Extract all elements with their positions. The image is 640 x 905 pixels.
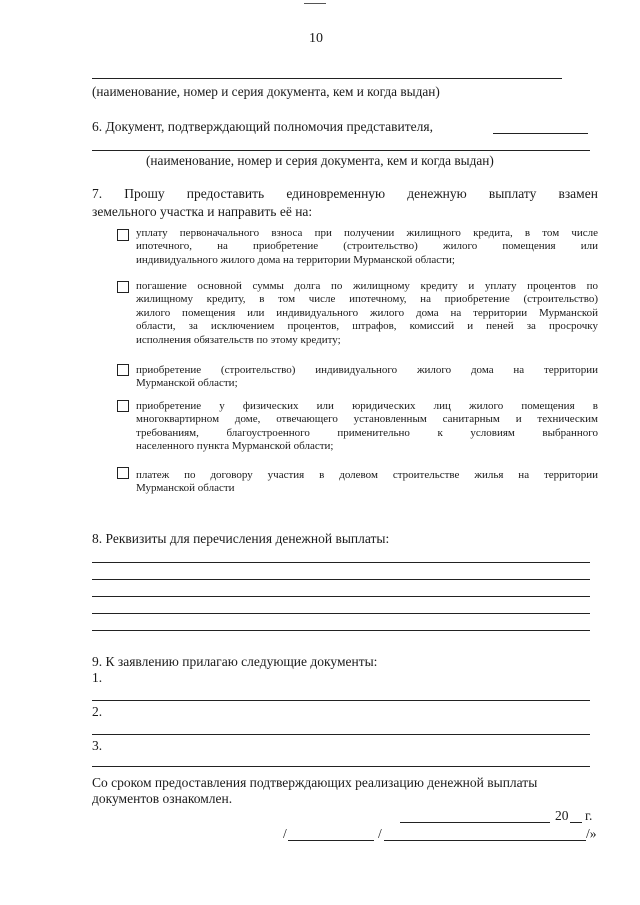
signature-line — [288, 840, 374, 841]
signature-end-mark: /» — [586, 826, 597, 841]
option-line: погашение основной суммы долга по жилищному кредиту и уплату процентов по — [136, 280, 598, 292]
option-line: населенного пункта Мурманской области; — [136, 440, 334, 453]
top-mark-line — [304, 3, 326, 4]
page-number: 10 — [309, 31, 323, 46]
option-line: платеж по договору участия в долевом строительстве жилья на территории — [136, 469, 598, 481]
option-line: требованиям, благоустроенного применительно к условиям выбранного — [136, 426, 598, 439]
option-text — [136, 400, 598, 454]
year-prefix: 20 — [555, 808, 569, 823]
signature-slash-2: / — [378, 826, 382, 841]
requisites-line — [92, 562, 590, 563]
option-line: приобретение у физических или юридических лиц жилого помещения в — [136, 400, 598, 412]
section7-word: взамен — [558, 186, 598, 201]
requisites-line — [92, 579, 590, 580]
section7-word: 7. — [92, 186, 103, 201]
option-text — [136, 227, 598, 267]
option-checkbox[interactable] — [117, 229, 129, 241]
acknowledgement-line1: Со сроком предоставления подтверждающих реализацию денежной выплаты — [92, 775, 538, 790]
section6-inline-line — [493, 133, 588, 134]
requisites-line — [92, 596, 590, 597]
option-line: приобретение (строительство) индивидуального жилого дома на территории — [136, 364, 598, 376]
option-text — [136, 280, 598, 347]
option-checkbox[interactable] — [117, 467, 129, 479]
option-line: ипотечного, на приобретение (строительство) жилого помещения или — [136, 240, 598, 253]
year-suffix: г. — [585, 808, 593, 823]
section7-word: выплату — [488, 186, 537, 201]
option-line: уплату первоначального взноса при получении жилищного кредита, в том числе — [136, 227, 598, 239]
option-line: индивидуального жилого дома на территории Мурманской области; — [136, 253, 455, 266]
attachment-line — [92, 700, 590, 701]
attachment-line — [92, 766, 590, 767]
section7-word: Прошу — [124, 186, 165, 201]
signature-slash-1: / — [283, 826, 287, 841]
section7-heading-line1 — [92, 186, 598, 202]
option-checkbox[interactable] — [117, 400, 129, 412]
name-line — [384, 840, 586, 841]
section7-word: единовременную — [286, 186, 386, 201]
section6-document-line — [92, 150, 590, 151]
section6-caption: (наименование, номер и серия документа, кем и когда выдан) — [146, 153, 494, 168]
option-line: исполнения обязательств по этому кредиту; — [136, 333, 341, 346]
section6-label: 6. Документ, подтверждающий полномочия представителя, — [92, 119, 433, 134]
document-line-1 — [92, 78, 562, 79]
attachment-number: 3. — [92, 738, 103, 753]
acknowledgement-line2: документов ознакомлен. — [92, 791, 233, 806]
requisites-line — [92, 630, 590, 631]
option-line: жилого помещения или индивидуального жилого дома на территории Мурманской — [136, 306, 598, 319]
document-caption-1: (наименование, номер и серия документа, кем и когда выдан) — [92, 84, 440, 99]
attachment-line — [92, 734, 590, 735]
option-text — [136, 469, 598, 496]
option-checkbox[interactable] — [117, 281, 129, 293]
section9-label: 9. К заявлению прилагаю следующие документы: — [92, 654, 378, 669]
requisites-line — [92, 613, 590, 614]
option-text — [136, 364, 598, 391]
year-blank — [570, 822, 582, 823]
attachment-number: 2. — [92, 704, 103, 719]
option-line: Мурманской области; — [136, 377, 238, 390]
section8-label: 8. Реквизиты для перечисления денежной выплаты: — [92, 531, 390, 546]
option-checkbox[interactable] — [117, 364, 129, 376]
attachment-number: 1. — [92, 670, 103, 685]
option-line: области, за исключением процентов, штрафов, комиссий и пеней за просрочку — [136, 320, 598, 333]
date-line — [400, 822, 550, 823]
option-line: жилищному кредиту, в том числе ипотечному, на приобретение (строительство) — [136, 293, 598, 306]
option-line: Мурманской области — [136, 482, 235, 495]
section7-word: денежную — [407, 186, 467, 201]
section7-heading-line2: земельного участка и направить её на: — [92, 204, 313, 219]
option-line: многоквартирном доме, отвечающего установленным санитарным и техническим — [136, 413, 598, 426]
section7-word: предоставить — [186, 186, 265, 201]
